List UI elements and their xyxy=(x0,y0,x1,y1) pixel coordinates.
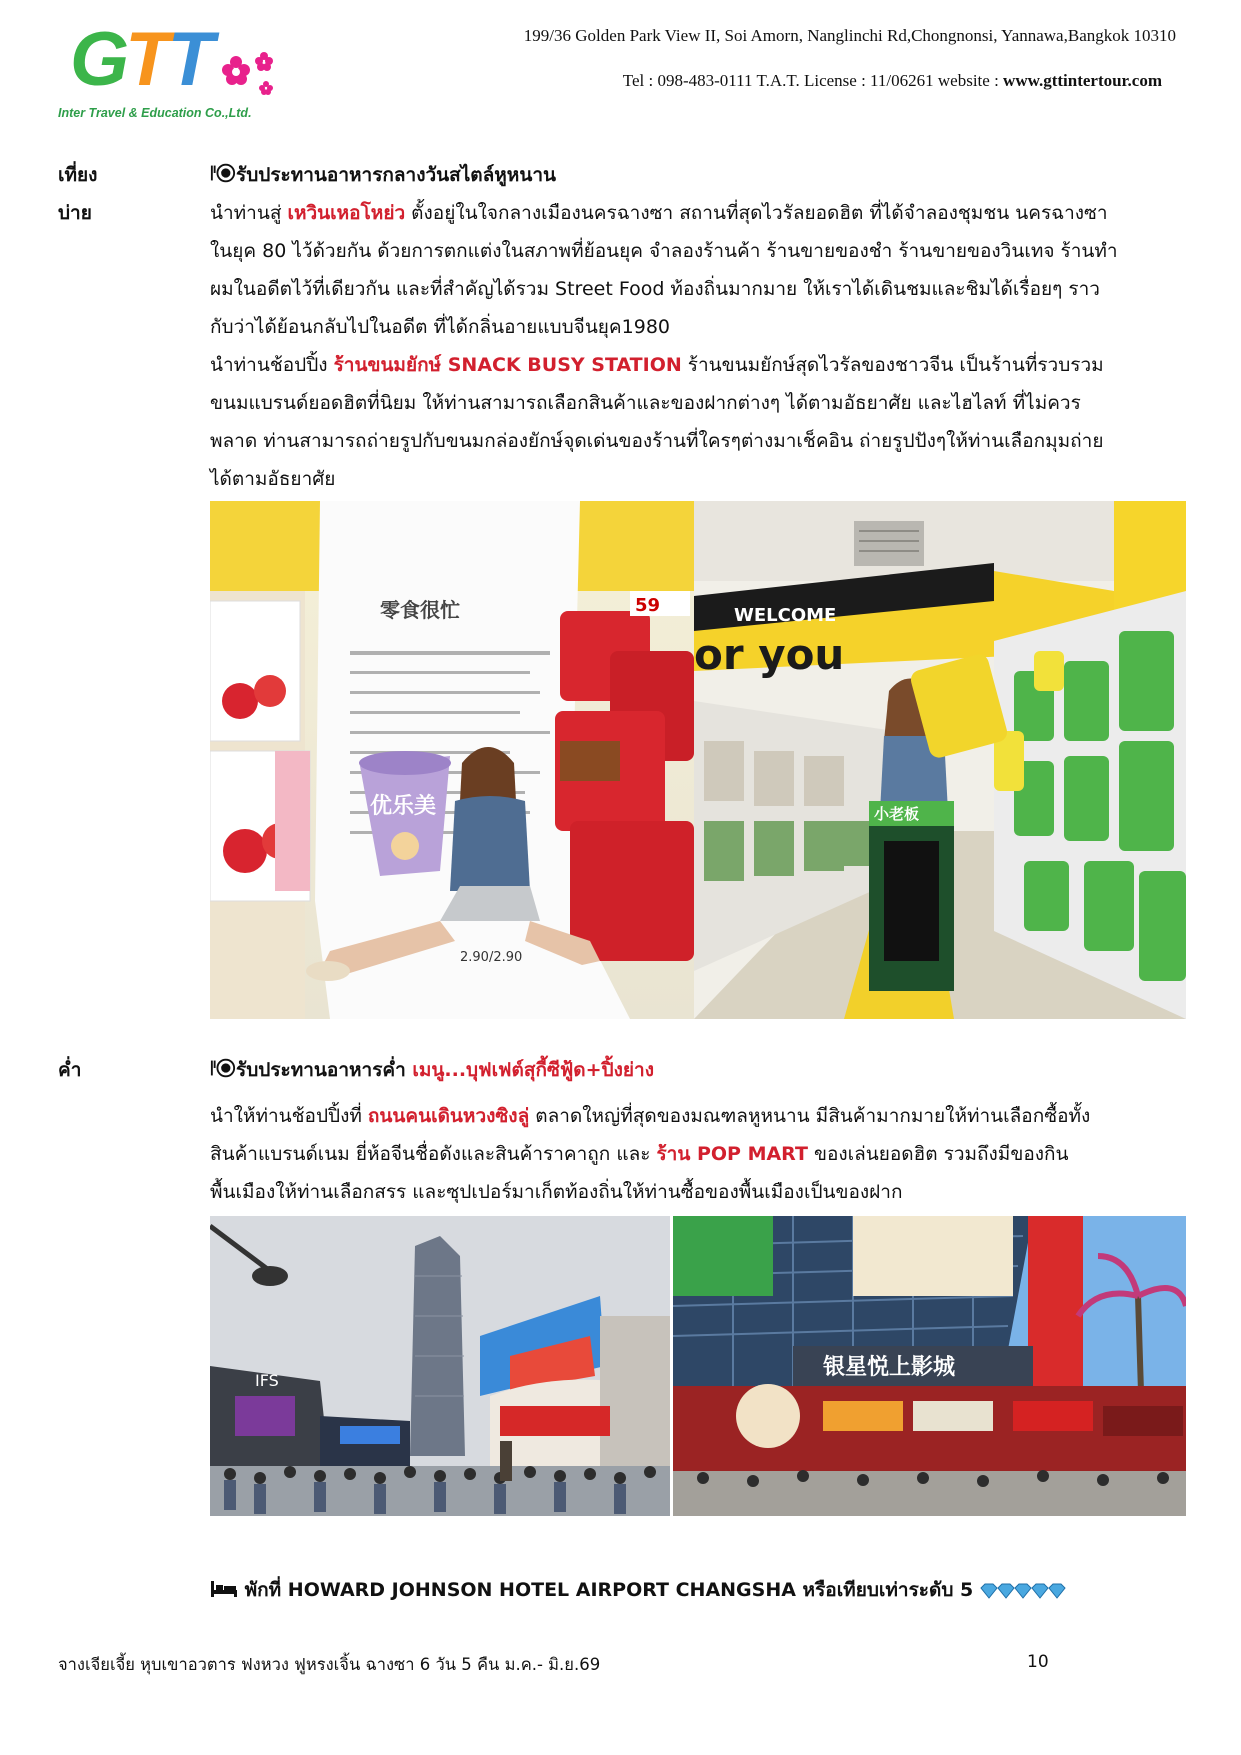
lunch-heading xyxy=(210,160,556,190)
dinner-p1-line2 xyxy=(210,1139,1069,1169)
text-run: ตลาดใหญ่ที่สุดของมณฑลหูหนาน มีสินค้ามากมายให้ท่านเลือกซื้อทั้ง xyxy=(529,1105,1091,1127)
footer-tour-name: จางเจียเจี้ย หุบเขาอวตาร ฟงหวง ฟูหรงเจิ้น ฉางซา 6 วัน 5 คืน ม.ค.- มิ.ย.69 xyxy=(58,1655,601,1674)
contact-text: Tel : 098-483-0111 T.A.T. License : 11/06261 website : xyxy=(622,71,1004,90)
lunch-p2-line2: ขนมแบรนด์ยอดฮิตที่นิยม ให้ท่านสามารถเลือกสินค้าและของฝากต่างๆ ได้ตามอัธยาศัย และไฮไลท์ ที่ไม่ควร xyxy=(210,392,1081,414)
dinner-p1-line1 xyxy=(210,1101,1090,1131)
cup-brand: 优乐美 xyxy=(370,794,437,819)
dinner-p1-line3: พื้นเมืองให้ท่านเลือกสรร และซุปเปอร์มาเก็ตท้องถิ่นให้ท่านซื้อของพื้นเมืองเป็นของฝาก xyxy=(210,1181,903,1203)
hotel-line xyxy=(210,1575,1066,1605)
time-label-afternoon: บ่าย xyxy=(58,202,92,224)
company-address: 199/36 Golden Park View II, Soi Amorn, Nanglinchi Rd,Chongnonsi, Yannawa,Bangkok 10310 xyxy=(523,26,1176,45)
bed-icon xyxy=(210,1579,238,1599)
mall-sign: 银星悦上影城 xyxy=(823,1355,956,1380)
photo-mall xyxy=(673,1216,1186,1516)
lunch-p1-line1 xyxy=(210,198,1108,228)
time-label-noon: เที่ยง xyxy=(58,164,98,186)
logo-wordmark: GTT xyxy=(70,17,210,102)
text-run: ตั้งอยู่ในใจกลางเมืองนครฉางซา สถานที่สุดไวรัลยอดฮิต ที่ได้จำลองชุมชน นครฉางซา xyxy=(405,202,1108,224)
highlight-street: ถนนคนเดินหวงซิงลู่ xyxy=(367,1105,530,1127)
dinner-menu: เมนู...บุฟเฟต์สุกี้ซีฟู้ด+ปิ้งย่าง xyxy=(412,1059,654,1081)
welcome-sign: WELCOME xyxy=(734,605,837,626)
highlight-shop: ร้าน POP MART xyxy=(656,1143,808,1165)
highlight-shop: ร้านขนมยักษ์ SNACK BUSY STATION xyxy=(333,354,682,376)
logo-subtitle: Inter Travel & Education Co.,Ltd. xyxy=(58,106,252,120)
lunch-p1-line4: กับว่าได้ย้อนกลับไปในอดีต ที่ได้กลิ่นอายแบบจีนยุค1980 xyxy=(210,316,670,338)
lunch-p2-line4: ได้ตามอัธยาศัย xyxy=(210,468,336,490)
text-run: ของเล่นยอดฮิต รวมถึงมีของกิน xyxy=(807,1143,1069,1165)
receipt-store-name: 零食很忙 xyxy=(380,598,460,622)
highlight-place: เหวินเหอโหย่ว xyxy=(287,202,406,224)
lunch-heading-text: รับประทานอาหารกลางวันสไตล์หูหนาน xyxy=(236,164,556,186)
box-brand: 小老板 xyxy=(874,805,920,823)
lunch-p2-line3: พลาด ท่านสามารถถ่ายรูปกับขนมกล่องยักษ์จุดเด่นของร้านที่ใครๆต่างมาเช็คอิน ถ่ายรูปปังๆให้ท่านเลือกมุมถ่าย xyxy=(210,430,1104,452)
page-number: 10 xyxy=(1027,1652,1049,1672)
plate-cutlery-icon xyxy=(210,162,236,184)
hotel-suffix: หรือเทียบเท่าระดับ 5 xyxy=(795,1579,980,1601)
company-contact xyxy=(623,71,1162,91)
lunch-p2-line1 xyxy=(210,350,1104,380)
text-run: นำให้ท่านช้อปปิ้งที่ xyxy=(210,1105,368,1127)
time-label-evening: ค่ำ xyxy=(58,1059,82,1081)
diamond-rating-icons xyxy=(980,1583,1066,1599)
hotel-prefix: พักที่ xyxy=(244,1579,288,1601)
receipt-total: 2.90/2.90 xyxy=(460,950,523,965)
flower-icon xyxy=(206,42,286,112)
photo-snack-store xyxy=(694,501,1186,1019)
company-logo xyxy=(58,17,252,132)
text-run: นำท่านช้อปปิ้ง xyxy=(210,354,334,376)
plate-cutlery-icon xyxy=(210,1057,236,1079)
photo-snack-receipt xyxy=(210,501,694,1019)
dinner-heading xyxy=(210,1055,654,1085)
photo-walking-street xyxy=(210,1216,670,1516)
lunch-p1-line3: ผมในอดีตไว้ที่เดียวกัน และที่สำคัญได้รวม Street Food ท้องถิ่นมากมาย ให้เราได้เดินชมและชิมได้เรื่อยๆ ราว xyxy=(210,278,1100,300)
dinner-heading-text: รับประทานอาหารค่ำ xyxy=(236,1059,413,1081)
text-run: ร้านขนมยักษ์สุดไวรัลของชาวจีน เป็นร้านที่รวบรวม xyxy=(681,354,1104,376)
website-link[interactable]: www.gttintertour.com xyxy=(1003,71,1162,90)
store-sign: or you xyxy=(694,630,845,679)
hotel-name: HOWARD JOHNSON HOTEL AIRPORT CHANGSHA xyxy=(287,1579,796,1601)
svg-text:59: 59 xyxy=(635,595,661,616)
text-run: สินค้าแบรนด์เนม ยี่ห้อจีนชื่อดังและสินค้าราคาถูก และ xyxy=(210,1143,657,1165)
lunch-p1-line2: ในยุค 80 ไว้ด้วยกัน ด้วยการตกแต่งในสภาพที่ย้อนยุค จำลองร้านค้า ร้านขายของชำ ร้านขายของวินเทจ ร้านทำ xyxy=(210,240,1118,262)
ifs-sign: IFS xyxy=(255,1371,279,1390)
text-run: นำท่านสู่ xyxy=(210,202,288,224)
